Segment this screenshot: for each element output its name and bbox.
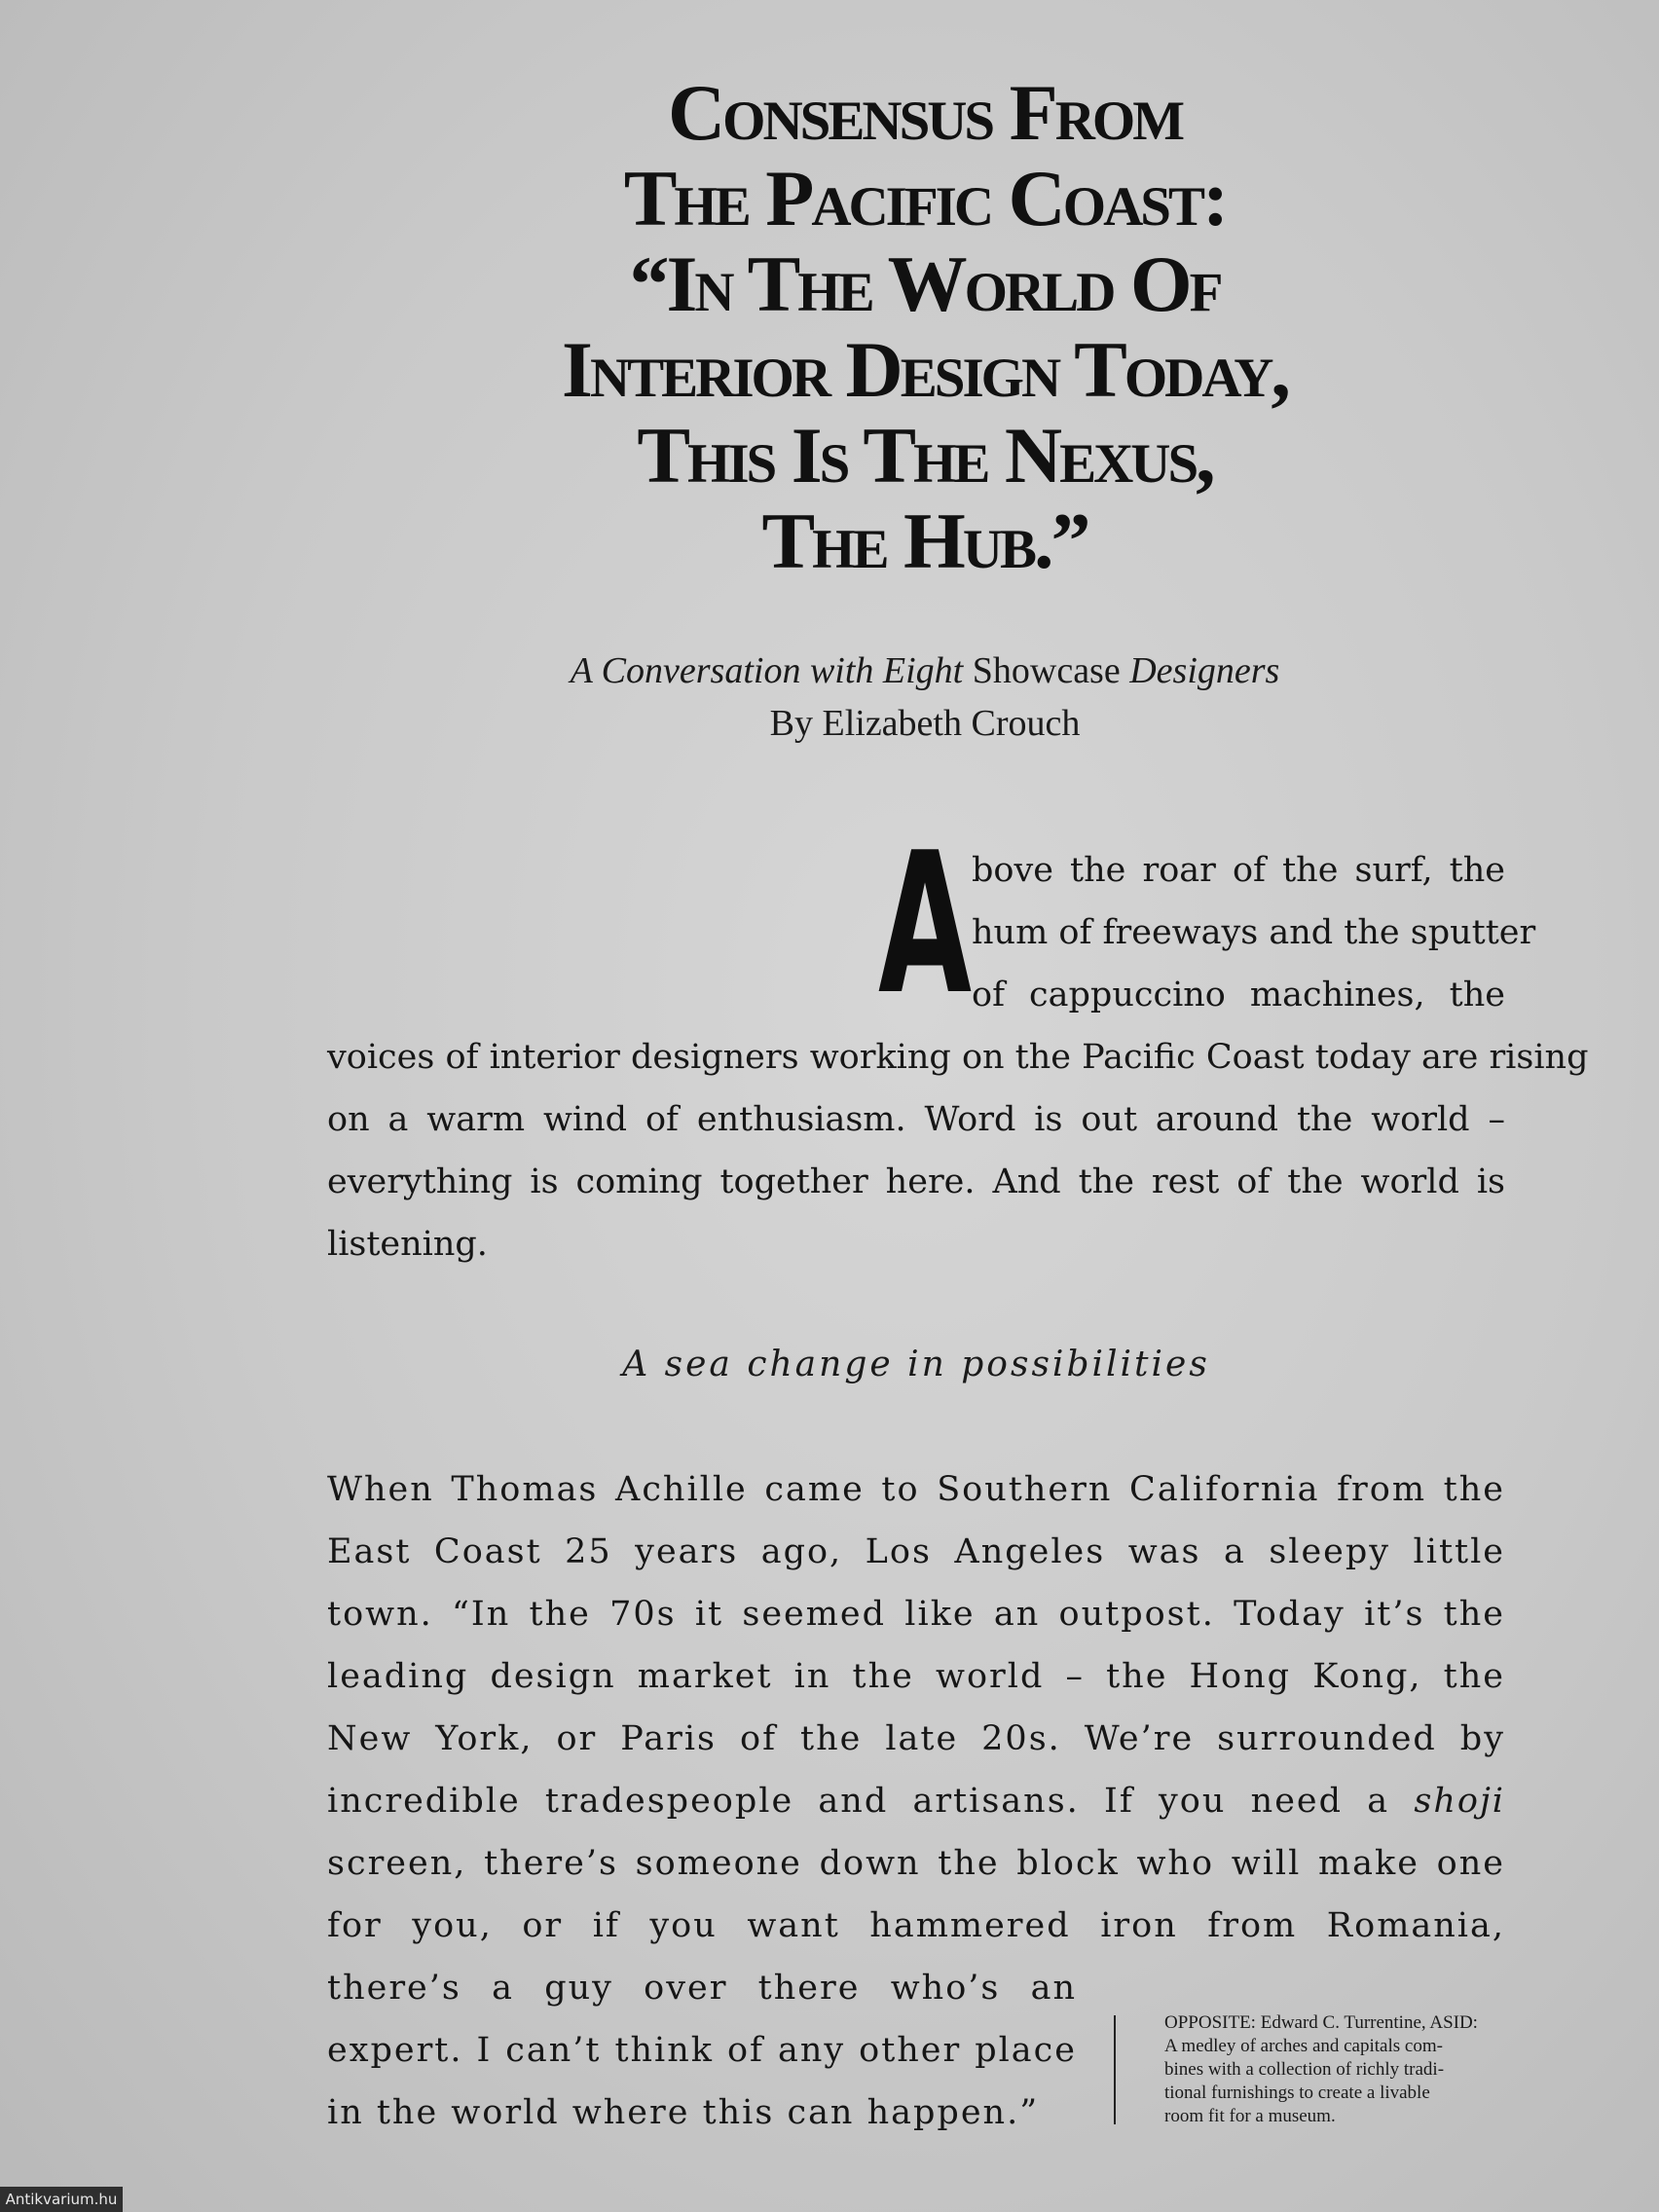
headline-line: This Is The Nexus, bbox=[637, 411, 1213, 499]
headline-line: The Hub.” bbox=[761, 497, 1088, 585]
headline-line: Consensus From bbox=[667, 68, 1183, 157]
source-watermark: Antikvarium.hu bbox=[0, 2187, 123, 2212]
article-deck bbox=[458, 645, 1392, 750]
deck-part-italic: A Conversation with Eight bbox=[570, 650, 964, 691]
intro-line: of cappuccino machines, the bbox=[972, 976, 1505, 1014]
intro-line: hum of freeways and the sputter bbox=[972, 913, 1536, 952]
intro-first-lines bbox=[972, 839, 1536, 1026]
caption-line: OPPOSITE: Edward C. Turrentine, ASID: bbox=[1164, 2012, 1478, 2033]
intro-line: bove the roar of the surf, the bbox=[972, 851, 1505, 890]
intro-line: voices of interior designers working on the Pacific Coast today are rising bbox=[327, 1038, 1589, 1077]
body-line: screen, there’s someone down the block who will make one bbox=[327, 1844, 1505, 1883]
body-line-text: incredible tradespeople and artisans. If you need a bbox=[327, 1782, 1415, 1821]
body-paragraph-end bbox=[327, 1957, 1077, 2144]
body-line: East Coast 25 years ago, Los Angeles was a sleepy little bbox=[327, 1532, 1505, 1571]
body-line bbox=[327, 1770, 1505, 1832]
italic-term: shoji bbox=[1414, 1782, 1505, 1821]
headline-line: “In The World Of bbox=[629, 240, 1221, 328]
body-line: When Thomas Achille came to Southern California from the bbox=[327, 1470, 1505, 1509]
body-paragraph bbox=[327, 1458, 1505, 1957]
intro-line: listening. bbox=[327, 1225, 488, 1264]
photo-caption bbox=[1164, 2011, 1515, 2128]
caption-line: tional furnishings to create a livable bbox=[1164, 2083, 1430, 2103]
caption-line: bines with a collection of richly tradi- bbox=[1164, 2059, 1445, 2080]
article-headline bbox=[458, 70, 1392, 584]
deck-part-italic: Designers bbox=[1129, 650, 1280, 691]
intro-line: on a warm wind of enthusiasm. Word is out around the world – bbox=[327, 1100, 1505, 1139]
body-line: leading design market in the world – the Hong Kong, the bbox=[327, 1657, 1505, 1696]
caption-divider bbox=[1114, 2015, 1116, 2124]
body-line: town. “In the 70s it seemed like an outpost. Today it’s the bbox=[327, 1595, 1505, 1634]
drop-cap: A bbox=[878, 811, 972, 1038]
headline-line: The Pacific Coast: bbox=[623, 154, 1227, 242]
deck-line bbox=[458, 645, 1392, 697]
intro-line: everything is coming together here. And the rest of the world is bbox=[327, 1162, 1505, 1201]
deck-part-roman: Showcase bbox=[963, 650, 1130, 691]
body-line: New York, or Paris of the late 20s. We’re surrounded by bbox=[327, 1719, 1505, 1758]
intro-paragraph bbox=[327, 1026, 1589, 1275]
headline-line: Interior Design Today, bbox=[562, 325, 1288, 414]
caption-line: A medley of arches and capitals com- bbox=[1164, 2036, 1443, 2056]
byline: By Elizabeth Crouch bbox=[769, 703, 1081, 744]
section-subhead: A sea change in possibilities bbox=[622, 1345, 1210, 1384]
caption-line: room fit for a museum. bbox=[1164, 2106, 1336, 2126]
body-line: for you, or if you want hammered iron from Romania, bbox=[327, 1906, 1505, 1945]
body-line: in the world where this can happen.” bbox=[327, 2093, 1040, 2132]
body-line: there’s a guy over there who’s an bbox=[327, 1969, 1077, 2008]
body-line: expert. I can’t think of any other place bbox=[327, 2031, 1077, 2070]
